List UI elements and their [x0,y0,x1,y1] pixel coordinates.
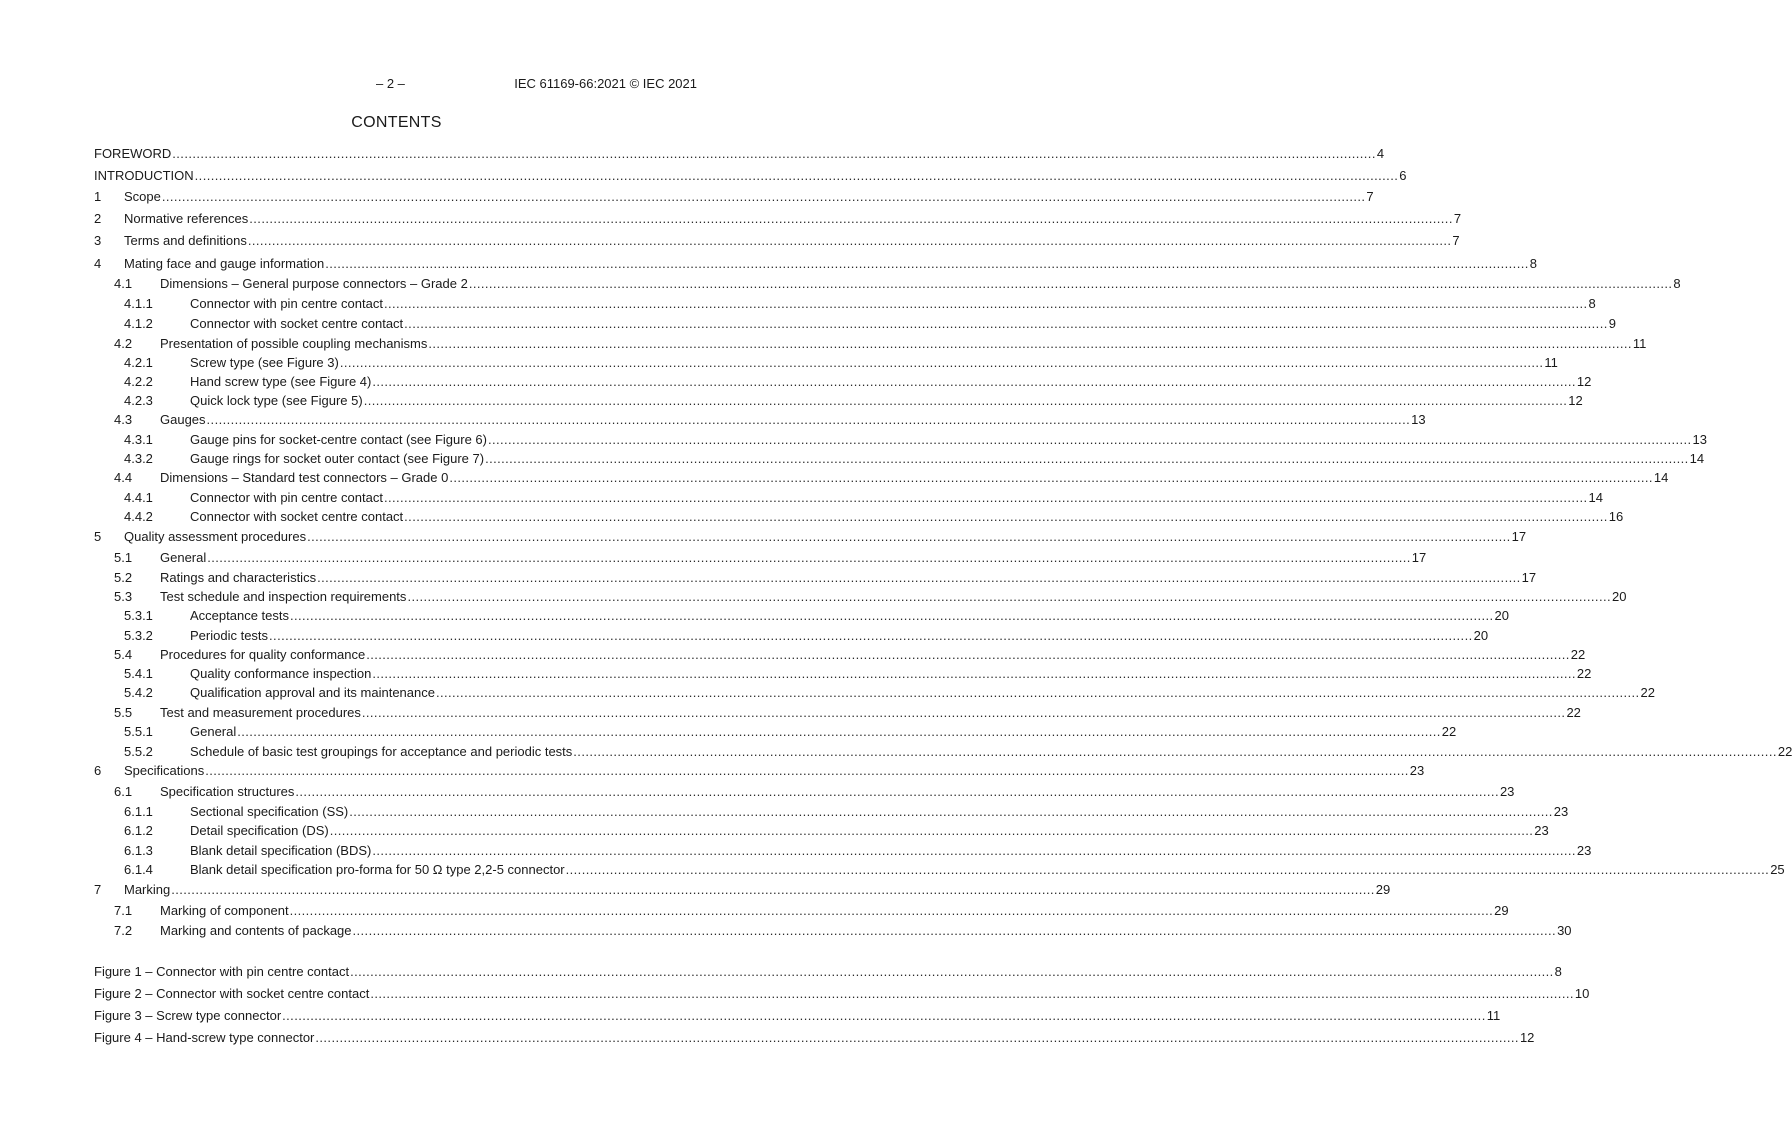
toc-entry[interactable] [94,168,1407,184]
toc-entry[interactable] [94,589,1627,605]
toc-entry-page: 11 [1632,336,1647,351]
toc-entry[interactable] [94,233,1460,249]
toc-entry-page: 22 [1576,666,1592,681]
toc-entry-page: 17 [1411,550,1427,565]
dot-leader: ............................................................................................................................................................................................................................................................................................................ [407,589,1611,604]
dot-leader: ............................................................................................................................................................................................................................................................................................................ [194,168,1399,183]
dot-leader: ............................................................................................................................................................................................................................................................................................................ [363,393,1568,408]
toc-entry-title: Marking [124,882,171,897]
toc-entry-title: Specification structures [160,784,295,799]
toc-entry-number: 5.4 [114,647,133,662]
toc-entry[interactable] [94,685,1655,701]
toc-entry-title: Presentation of possible coupling mechanisms [160,336,428,351]
toc-entry-title: Procedures for quality conformance [160,647,366,662]
dot-leader: ............................................................................................................................................................................................................................................................................................................ [361,705,1566,720]
toc-entry-page: 22 [1566,705,1581,720]
toc-entry[interactable] [94,882,1391,898]
toc-entry-number: 4.4.1 [124,490,153,505]
toc-entry-page: 8 [1554,964,1562,979]
toc-entry-page: 22 [1441,724,1457,739]
toc-entry-page: 12 [1519,1030,1535,1045]
toc-entry-number: 4.2.1 [124,355,153,370]
dot-leader: ............................................................................................................................................................................................................................................................................................................ [282,1008,1486,1023]
toc-entry-title: Connector with pin centre contact [190,296,383,311]
toc-entry-page: 11 [1486,1008,1501,1023]
toc-entry[interactable] [94,393,1583,409]
toc-entry-title: Specifications [124,763,205,778]
toc-entry-number: 7.1 [114,903,133,918]
toc-entry-title: Quality conformance inspection [190,666,372,681]
toc-entry-title: Figure 4 – Hand-screw type connector [94,1030,315,1045]
toc-entry-number: 5.4.2 [124,685,153,700]
dot-leader: ............................................................................................................................................................................................................................................................................................................ [372,843,1576,858]
dot-leader: ............................................................................................................................................................................................................................................................................................................ [329,823,1534,838]
toc-entry-number: 5.5.2 [124,744,153,759]
dot-leader: ............................................................................................................................................................................................................................................................................................................ [339,355,1544,370]
toc-entry[interactable] [94,550,1427,566]
page-title: CONTENTS [351,114,442,131]
toc-entry-page: 23 [1576,843,1592,858]
toc-entry[interactable] [94,628,1489,644]
toc-entry-page: 8 [1673,276,1681,291]
toc-entry-title: Qualification approval and its maintenance [190,685,435,700]
toc-entry-page: 4 [1376,146,1385,161]
dot-leader: ............................................................................................................................................................................................................................................................................................................ [372,666,1576,681]
toc-entry[interactable] [94,862,1785,878]
toc-entry-page: 22 [1570,647,1586,662]
dot-leader: ............................................................................................................................................................................................................................................................................................................ [205,763,1409,778]
toc-entry-title: Marking and contents of package [160,923,352,938]
dot-leader: ............................................................................................................................................................................................................................................................................................................ [295,784,1499,799]
toc-entry-number: 5.3 [114,589,133,604]
toc-entry-title: Figure 3 – Screw type connector [94,1008,282,1023]
toc-entry-title: INTRODUCTION [94,168,194,183]
toc-entry[interactable] [94,256,1537,272]
toc-entry-page: 29 [1375,882,1391,897]
toc-entry-title: Gauge pins for socket-centre contact (see Figure 6) [190,432,487,447]
toc-entry-number: 6 [94,763,102,778]
dot-leader: ............................................................................................................................................................................................................................................................................................................ [565,862,1770,877]
toc-entry[interactable] [94,412,1426,428]
toc-entry[interactable] [94,923,1572,939]
toc-entry-number: 4.3.1 [124,432,153,447]
toc-entry-number: 5.4.1 [124,666,153,681]
dot-leader: ............................................................................................................................................................................................................................................................................................................ [325,256,1529,271]
toc-entry[interactable] [94,355,1558,371]
dot-leader: ............................................................................................................................................................................................................................................................................................................ [485,451,1689,466]
toc-entry-title: Acceptance tests [190,608,289,623]
toc-entry-page: 23 [1409,763,1425,778]
toc-entry-page: 6 [1399,168,1407,183]
toc-entry[interactable] [94,276,1681,292]
toc-entry-page: 23 [1534,823,1549,838]
toc-entry-title: Terms and definitions [124,233,247,248]
toc-entry-page: 12 [1568,393,1583,408]
toc-entry-title: Detail specification (DS) [190,823,329,838]
toc-entry[interactable] [94,986,1590,1002]
toc-entry-title: General [190,724,237,739]
toc-entry[interactable] [94,1030,1535,1046]
toc-entry-title: Screw type (see Figure 3) [190,355,339,370]
toc-entry-page: 22 [1640,685,1655,700]
toc-entry-page: 22 [1777,744,1792,759]
toc-entry-page: 7 [1453,211,1462,226]
dot-leader: ............................................................................................................................................................................................................................................................................................................ [172,146,1376,161]
toc-entry-page: 20 [1611,589,1627,604]
toc-entry-title: Normative references [124,211,249,226]
dot-leader: ............................................................................................................................................................................................................................................................................................................ [352,923,1557,938]
dot-leader: ............................................................................................................................................................................................................................................................................................................ [404,316,1608,331]
toc-entry[interactable] [94,744,1792,760]
toc-entry-title: Gauge rings for socket outer contact (see Figure 7) [190,451,485,466]
toc-entry-page: 29 [1494,903,1509,918]
toc-entry[interactable] [94,374,1592,390]
toc-entry-number: 2 [94,211,102,226]
toc-entry-number: 6.1 [114,784,133,799]
dot-leader: ............................................................................................................................................................................................................................................................................................................ [349,804,1553,819]
toc-entry-page: 14 [1689,451,1705,466]
toc-entry-number: 5.5.1 [124,724,153,739]
toc-entry-page: 10 [1574,986,1590,1001]
toc-entry-page: 23 [1553,804,1569,819]
page-number: – 2 – [376,76,405,91]
toc-entry-number: 5.5 [114,705,133,720]
dot-leader: ............................................................................................................................................................................................................................................................................................................ [428,336,1632,351]
dot-leader: ............................................................................................................................................................................................................................................................................................................ [237,724,1441,739]
dot-leader: ............................................................................................................................................................................................................................................................................................................ [315,1030,1519,1045]
toc-entry[interactable] [94,470,1669,486]
toc-entry[interactable] [94,763,1425,779]
dot-leader: ............................................................................................................................................................................................................................................................................................................ [350,964,1554,979]
dot-leader: ............................................................................................................................................................................................................................................................................................................ [317,570,1521,585]
toc-entry[interactable] [94,336,1647,352]
toc-entry-number: 1 [94,189,102,204]
toc-entry-number: 7.2 [114,923,133,938]
toc-entry-number: 4.3 [114,412,133,427]
toc-entry[interactable] [94,451,1705,467]
toc-entry-title: Connector with socket centre contact [190,316,404,331]
toc-entry-title: Ratings and characteristics [160,570,317,585]
toc-entry[interactable] [94,804,1569,820]
toc-entry-number: 5.1 [114,550,133,565]
toc-entry-page: 14 [1588,490,1603,505]
toc-entry-title: Test schedule and inspection requirements [160,589,407,604]
toc-entry[interactable] [94,509,1624,525]
toc-entry-number: 5.3.2 [124,628,153,643]
dot-leader: ............................................................................................................................................................................................................................................................................................................ [249,211,1453,226]
toc-entry-page: 13 [1692,432,1707,447]
toc-entry-page: 23 [1499,784,1515,799]
toc-entry[interactable] [94,647,1586,663]
toc-entry[interactable] [94,570,1537,586]
dot-leader: ............................................................................................................................................................................................................................................................................................................ [269,628,1473,643]
toc-entry-page: 8 [1588,296,1596,311]
toc-entry[interactable] [94,316,1616,332]
toc-entry-number: 4.1 [114,276,133,291]
toc-entry-title: Quick lock type (see Figure 5) [190,393,363,408]
toc-entry-page: 8 [1529,256,1537,271]
dot-leader: ............................................................................................................................................................................................................................................................................................................ [289,903,1494,918]
dot-leader: ............................................................................................................................................................................................................................................................................................................ [207,550,1411,565]
toc-entry-number: 6.1.2 [124,823,153,838]
toc-entry[interactable] [94,146,1385,162]
toc-entry-page: 13 [1411,412,1426,427]
dot-leader: ............................................................................................................................................................................................................................................................................................................ [171,882,1375,897]
toc-entry[interactable] [94,211,1462,227]
dot-leader: ............................................................................................................................................................................................................................................................................................................ [366,647,1570,662]
dot-leader: ............................................................................................................................................................................................................................................................................................................ [383,490,1588,505]
toc-entry[interactable] [94,903,1509,919]
toc-entry-title: Connector with pin centre contact [190,490,383,505]
toc-entry-title: Sectional specification (SS) [190,804,349,819]
toc-entry-title: Dimensions – General purpose connectors – Grade 2 [160,276,468,291]
toc-entry-page: 7 [1452,233,1460,248]
toc-entry[interactable] [94,490,1603,506]
toc-entry-title: Schedule of basic test groupings for acceptance and periodic tests [190,744,573,759]
toc-entry-title: Mating face and gauge information [124,256,325,271]
toc-entry-number: 6.1.3 [124,843,153,858]
toc-entry[interactable] [94,666,1592,682]
toc-entry-title: Periodic tests [190,628,269,643]
toc-entry-number: 4.1.1 [124,296,153,311]
toc-entry-number: 4.2.2 [124,374,153,389]
toc-entry-title: General [160,550,207,565]
toc-entry-number: 4.4 [114,470,133,485]
toc-entry[interactable] [94,823,1549,839]
toc-entry[interactable] [94,705,1581,721]
toc-entry-number: 4.2.3 [124,393,153,408]
toc-entry[interactable] [94,724,1457,740]
toc-entry-number: 3 [94,233,102,248]
dot-leader: ............................................................................................................................................................................................................................................................................................................ [370,986,1574,1001]
dot-leader: ............................................................................................................................................................................................................................................................................................................ [435,685,1640,700]
toc-entry-number: 4.2 [114,336,133,351]
dot-leader: ............................................................................................................................................................................................................................................................................................................ [468,276,1673,291]
toc-entry-title: Blank detail specification (BDS) [190,843,372,858]
toc-entry[interactable] [94,296,1596,312]
toc-entry-number: 4.3.2 [124,451,153,466]
toc-entry-number: 4.1.2 [124,316,153,331]
toc-entry-number: 5.2 [114,570,133,585]
dot-leader: ............................................................................................................................................................................................................................................................................................................ [404,509,1608,524]
toc-entry-title: FOREWORD [94,146,172,161]
toc-entry-page: 30 [1557,923,1572,938]
toc-entry-page: 12 [1576,374,1592,389]
toc-entry-number: 5.3.1 [124,608,153,623]
dot-leader: ............................................................................................................................................................................................................................................................................................................ [487,432,1692,447]
dot-leader: ............................................................................................................................................................................................................................................................................................................ [247,233,1452,248]
toc-entry-number: 6.1.1 [124,804,153,819]
toc-entry-page: 14 [1653,470,1669,485]
toc-entry-title: Gauges [160,412,206,427]
dot-leader: ............................................................................................................................................................................................................................................................................................................ [206,412,1411,427]
toc-entry-number: 4 [94,256,102,271]
toc-entry-title: Marking of component [160,903,289,918]
dot-leader: ............................................................................................................................................................................................................................................................................................................ [161,189,1366,204]
toc-entry-page: 20 [1494,608,1510,623]
toc-entry-page: 9 [1608,316,1616,331]
toc-entry-title: Connector with socket centre contact [190,509,404,524]
toc-entry-page: 25 [1770,862,1785,877]
toc-entry[interactable] [94,529,1527,545]
dot-leader: ............................................................................................................................................................................................................................................................................................................ [449,470,1653,485]
toc-entry-page: 17 [1511,529,1527,544]
toc-entry-title: Test and measurement procedures [160,705,361,720]
toc-entry-number: 4.4.2 [124,509,153,524]
toc-entry[interactable] [94,608,1510,624]
dot-leader: ............................................................................................................................................................................................................................................................................................................ [290,608,1494,623]
toc-entry[interactable] [94,843,1592,859]
toc-entry-page: 7 [1366,189,1374,204]
toc-entry[interactable] [94,1008,1501,1024]
toc-entry-title: Dimensions – Standard test connectors – Grade 0 [160,470,449,485]
toc-entry[interactable] [94,432,1707,448]
toc-entry-page: 17 [1521,570,1537,585]
dot-leader: ............................................................................................................................................................................................................................................................................................................ [573,744,1777,759]
dot-leader: ............................................................................................................................................................................................................................................................................................................ [307,529,1511,544]
toc-entry[interactable] [94,964,1562,980]
dot-leader: ............................................................................................................................................................................................................................................................................................................ [383,296,1588,311]
document-reference: IEC 61169-66:2021 © IEC 2021 [514,76,697,91]
toc-entry-page: 20 [1473,628,1489,643]
toc-entry-title: Blank detail specification pro-forma for 50 Ω type 2,2-5 connector [190,862,565,877]
toc-entry-title: Scope [124,189,161,204]
toc-entry-title: Quality assessment procedures [124,529,307,544]
toc-entry-page: 16 [1608,509,1624,524]
toc-entry-number: 7 [94,882,102,897]
toc-entry-title: Figure 2 – Connector with socket centre contact [94,986,370,1001]
toc-entry[interactable] [94,189,1374,205]
toc-entry-title: Hand screw type (see Figure 4) [190,374,372,389]
toc-entry-number: 6.1.4 [124,862,153,877]
toc-entry[interactable] [94,784,1515,800]
toc-entry-number: 5 [94,529,102,544]
dot-leader: ............................................................................................................................................................................................................................................................................................................ [372,374,1576,389]
toc-entry-page: 11 [1544,355,1558,370]
toc-entry-title: Figure 1 – Connector with pin centre contact [94,964,350,979]
